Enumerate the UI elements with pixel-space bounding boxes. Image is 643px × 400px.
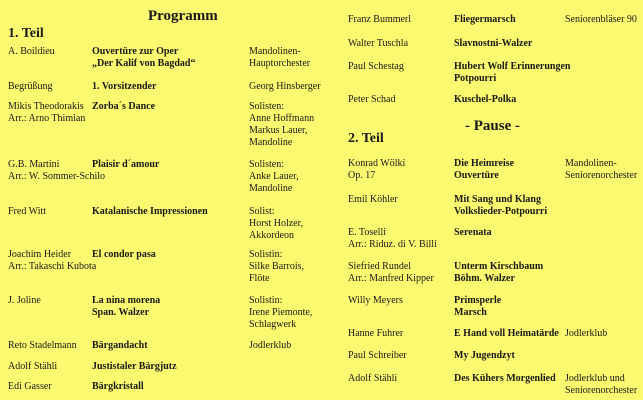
row-schad-title: Kuschel-Polka [454,94,517,105]
row-witt-performer-3: Akkordeon [249,230,294,241]
row-theodorakis-performer-4: Mandoline [249,137,293,148]
row-heider-arranger: Arr.: Takaschi Kubota [8,261,97,272]
row-witt-performer-1: Solist: [249,206,275,217]
row-witt-composer: Fred Witt [8,206,47,217]
row-rundel-title: Unterm Kirschbaum [454,261,544,272]
row-boildieu-performer-line2: Hauptorchester [249,58,311,69]
row-staehli2-performer-2: Seniorenorchester [565,385,638,396]
row-theodorakis-title: Zorba´s Dance [92,101,156,112]
row-fuhrer-performer: Jodlerklub [565,328,608,339]
row-koehler-title: Mit Sang und Klang [454,194,541,205]
row-heider-performer-1: Solistin: [249,249,283,260]
row-meyers-title-line2: Marsch [454,307,487,318]
row-toselli-title: Serenata [454,227,492,238]
row-boildieu-title-line2: „Der Kalif von Bagdad“ [92,58,196,69]
row-meyers-title: Primsperle [454,295,502,306]
row-martini-performer-3: Mandoline [249,183,293,194]
section-heading-part2: 2. Teil [348,131,384,146]
row-schreiber-composer: Paul Schreiber [348,350,407,361]
row-joline-title: La nina morena [92,295,161,306]
row-theodorakis-performer-2: Anne Hoffmann [249,113,315,124]
row-woelki-title: Die Heimreise [454,158,515,169]
row-begruessung-performer: Georg Hinsberger [249,81,321,92]
row-heider-performer-3: Flöte [249,273,270,284]
row-stadelmann-composer: Reto Stadelmann [8,340,77,351]
row-theodorakis-arranger: Arr.: Arno Thimian [8,113,86,124]
row-boildieu-composer: A. Boildieu [8,46,55,57]
row-woelki-composer: Konrad Wölki [348,158,406,169]
row-staehli-composer: Adolf Stähli [8,361,58,372]
row-tuschla-composer: Walter Tuschla [348,38,409,49]
row-martini-composer: G.B. Martini [8,159,60,170]
row-staehli2-performer-1: Jodlerklub und [565,373,625,384]
row-martini-performer-2: Anke Lauer, [249,171,299,182]
row-rundel-composer: Siefried Rundel [348,261,412,272]
row-martini-title: Plaisir d´amour [92,159,160,170]
row-joline-performer-2: Irene Piemonte, [249,307,313,318]
row-stadelmann-performer: Jodlerklub [249,340,292,351]
row-woelki-performer-1: Mandolinen- [565,158,617,169]
row-martini-performer-1: Solisten: [249,159,285,170]
row-meyers-composer: Willy Meyers [348,295,403,306]
section-heading-part1: 1. Teil [8,26,44,41]
row-woelki-title-line2: Ouvertüre [454,170,499,181]
row-theodorakis-performer-3: Markus Lauer, [249,125,308,136]
row-schreiber-title: My Jugendzyt [454,350,515,361]
row-koehler-composer: Emil Köhler [348,194,398,205]
row-joline-performer-3: Schlagwerk [249,319,297,330]
row-witt-performer-2: Horst Holzer, [249,218,304,229]
row-staehli2-composer: Adolf Stähli [348,373,398,384]
row-fuhrer-title: E Hand voll Heimatärde [454,328,559,339]
row-schestag-title-line2: Potpourri [454,73,497,84]
row-koehler-title-line2: Volkslieder-Potpourri [454,206,548,217]
row-gasser-composer: Edi Gasser [8,381,52,392]
row-martini-arranger: Arr.: W. Sommer-Schilo [8,171,106,182]
row-heider-performer-2: Silke Barrois, [249,261,304,272]
row-rundel-title-line2: Böhm. Walzer [454,273,515,284]
row-toselli-composer: E. Toselli [348,227,387,238]
row-theodorakis-composer: Mikis Theodorakis [8,101,84,112]
row-theodorakis-performer-1: Solisten: [249,101,285,112]
row-fuhrer-composer: Hanne Fuhrer [348,328,404,339]
row-toselli-arranger: Arr.: Riduz. di V. Billi [348,239,437,250]
row-witt-title: Katalanische Impressionen [92,206,208,217]
row-woelki-performer-2: Seniorenorchester [565,170,638,181]
row-heider-composer: Joachim Heider [8,249,72,260]
row-schestag-composer: Paul Schestag [348,61,404,72]
row-begruessung-label: Begrüßung [8,81,53,92]
row-joline-performer-1: Solistin: [249,295,283,306]
row-schestag-title: Hubert Wolf Erinnerungen [454,61,571,72]
row-boildieu-title: Ouvertüre zur Oper [92,46,179,57]
row-bummerl-title: Fliegermarsch [454,14,516,25]
row-bummerl-composer: Franz Bummerl [348,14,412,25]
row-stadelmann-title: Bärgandacht [92,340,148,351]
row-begruessung-title: 1. Vorsitzender [92,81,157,92]
row-boildieu-performer: Mandolinen- [249,46,301,57]
row-heider-title: El condor pasa [92,249,156,260]
row-joline-composer: J. Joline [8,295,41,306]
row-rundel-arranger: Arr.: Manfred Kipper [348,273,434,284]
program-title: Programm [148,8,218,24]
row-gasser-title: Bärgkristall [92,381,144,392]
row-woelki-opus: Op. 17 [348,170,376,181]
row-staehli2-title: Des Kühers Morgenlied [454,373,556,384]
row-staehli-title: Justistaler Bärgjutz [92,361,177,372]
row-schad-composer: Peter Schad [348,94,396,105]
row-bummerl-performer: Seniorenbläser 90 [565,14,637,25]
row-joline-title-line2: Span. Walzer [92,307,150,318]
pause-label: - Pause - [465,118,520,134]
row-tuschla-title: Slavnostni-Walzer [454,38,533,49]
